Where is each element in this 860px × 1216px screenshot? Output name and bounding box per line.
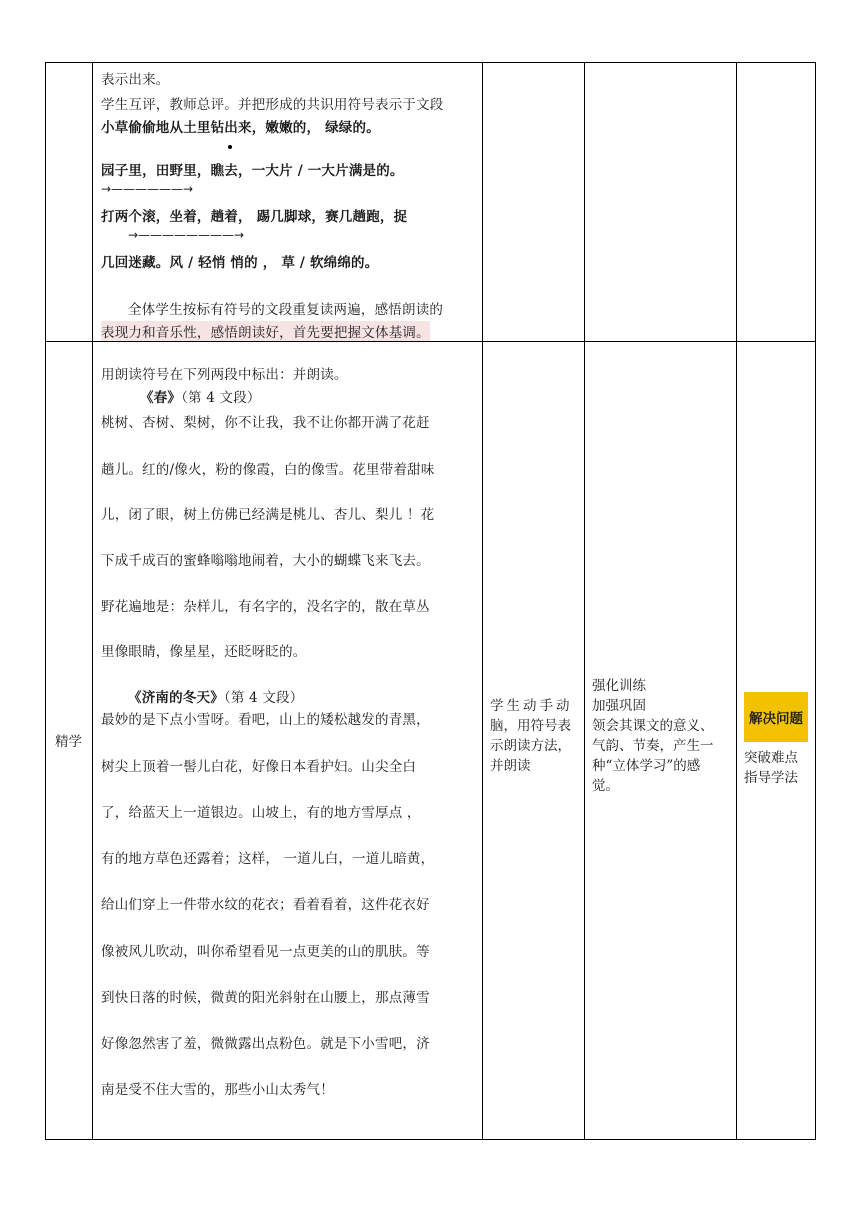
teaching-method-line: 突破难点 (744, 750, 798, 766)
design-intent-line: 气韵、节奏，产生一 (592, 738, 714, 754)
stress-dot-mark (228, 145, 232, 149)
student-activity (490, 696, 580, 776)
passage-line: 儿，闭了眼，树上仿佛已经满是桃儿、杏儿、梨儿 ！花 (101, 507, 435, 523)
passage-line: 有的地方草色还露着；这样， 一道儿白，一道儿暗黄， (101, 851, 435, 867)
passage-line: 好像忽然害了羞，微微露出点粉色。就是下小雪吧，济 (101, 1036, 430, 1052)
teaching-method-line: 指导学法 (744, 770, 798, 786)
passage-heading (128, 686, 303, 706)
marked-text-line: 打两个滚，坐着，趟着， 踢几脚球，赛几趟跑，捉 (101, 209, 408, 225)
table-right-border (815, 62, 816, 1140)
teaching-method (744, 748, 814, 788)
passage-line: 像被风儿吹动，叫你希望看见一点更美的山的肌肤。等 (101, 944, 430, 960)
passage-line: 里像眼睛，像星星，还眨呀眨的。 (101, 644, 307, 660)
student-activity-line: 学生动手动 (490, 698, 573, 714)
student-activity-line: 脑，用符号表 (490, 718, 571, 734)
design-intent-line: 强化训练 (592, 678, 646, 694)
column-divider (736, 62, 737, 1140)
passage-title: 《春》 (140, 390, 182, 406)
text-line: 学生互评，教师总评。并把形成的共识用符号表示于文段 (101, 97, 444, 113)
design-intent-line: 觉。 (592, 778, 619, 794)
table-top-border (45, 62, 816, 63)
highlighted-text-line: 表现力和音乐性，感悟朗读好，首先要把握文体基调。 (101, 321, 430, 341)
passage-line: 野花遍地是：杂样儿，有名字的，没名字的，散在草丛 (101, 599, 430, 615)
passage-line: 下成千成百的蜜蜂嗡嗡地闹着，大小的蝴蝶飞来飞去。 (101, 553, 430, 569)
rising-tone-arrow: →————————→ (128, 228, 245, 242)
design-intent-line: 领会其课文的意义、 (592, 718, 714, 734)
marked-text-line: 小草偷偷地从土里钻出来，嫩嫩的， 绿绿的。 (101, 120, 380, 136)
passage-note: （第 4 文段） (223, 690, 304, 706)
design-intent (592, 676, 734, 796)
passage-line: 了，给蓝天上一道银边。山坡上，有的地方雪厚点 ， (101, 805, 421, 821)
passage-line: 到快日落的时候，微黄的阳光斜射在山腰上，那点薄雪 (101, 990, 430, 1006)
table-left-border (45, 62, 46, 1140)
passage-line: 趟儿。红的/像火，粉的像霞，白的像雪。花里带着甜味 (101, 462, 435, 478)
passage-heading (140, 386, 261, 406)
passage-title: 《济南的冬天》 (128, 690, 224, 706)
passage-line: 树尖上顶着一髻儿白花，好像日本看护妇。山尖全白 (101, 759, 417, 775)
passage-line: 最妙的是下点小雪呀。看吧，山上的矮松越发的青黑， (101, 712, 430, 728)
row-divider (45, 341, 816, 342)
solve-problem-badge: 解决问题 (744, 692, 808, 742)
passage-line: 南是受不住大雪的，那些小山太秀气！ (101, 1082, 334, 1098)
column-divider (92, 62, 93, 1140)
passage-line: 给山们穿上一件带水纹的花衣；看着看着，这件花衣好 (101, 897, 430, 913)
design-intent-line: 种“立体学习”的感 (592, 758, 701, 774)
passage-note: （第 4 文段） (181, 390, 261, 406)
text-line: 全体学生按标有符号的文段重复读两遍，感悟朗读的 (128, 302, 444, 318)
student-activity-line: 示朗读方法， (490, 738, 571, 754)
marked-text-line: 园子里，田野里，瞧去，一大片 / 一大片满是的。 (101, 163, 404, 179)
text-line: 表示出来。 (101, 72, 170, 88)
text-line: 用朗读符号在下列两段中标出：并朗读。 (101, 367, 348, 383)
table-bottom-border (45, 1139, 816, 1140)
column-divider (584, 62, 585, 1140)
rising-tone-arrow: →——————→ (101, 182, 194, 196)
design-intent-line: 加强巩固 (592, 698, 646, 714)
row-label: 精学 (55, 734, 82, 750)
column-divider (482, 62, 483, 1140)
passage-line: 桃树、杏树、梨树，你不让我，我不让你都开满了花赶 (101, 415, 430, 431)
marked-text-line: 几回迷藏。风 / 轻悄 悄的 ， 草 / 软绵绵的。 (101, 255, 379, 271)
student-activity-line: 并朗读 (490, 758, 531, 774)
